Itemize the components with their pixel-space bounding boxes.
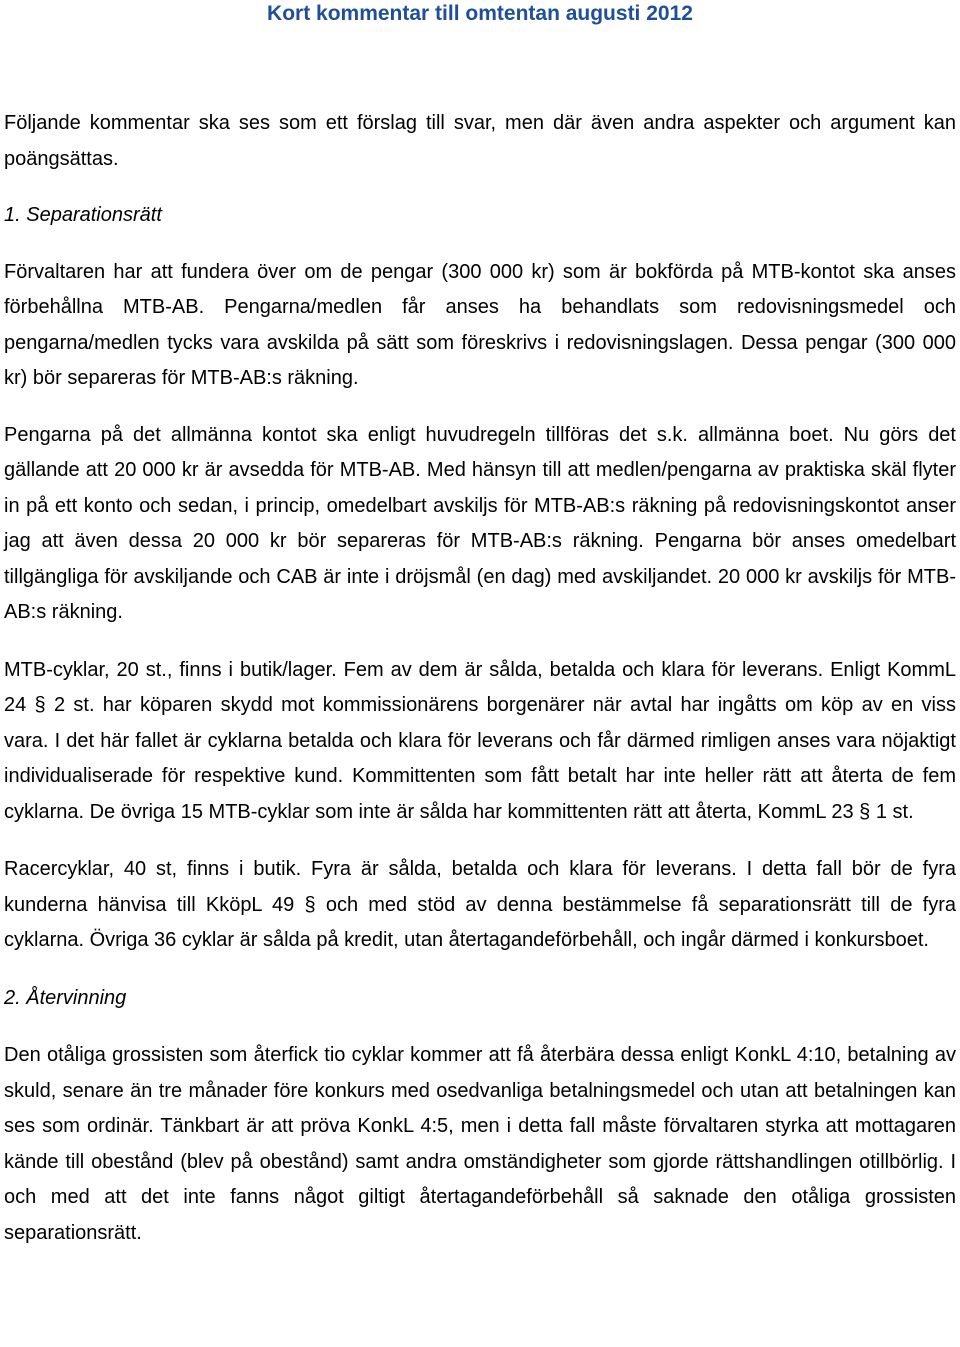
spacer bbox=[4, 30, 956, 106]
paragraph-allmanna-kontot: Pengarna på det allmänna kontot ska enligt huvudregeln tillföras det s.k. allmänna boet. Nu görs det gällande att 20 000 kr är avsedda för MTB-AB. Med hänsyn till att medlen/pengarna av praktiska skäl flyter in på ett konto och sedan, i princip, omedelbart avskiljs för MTB-AB:s räkning på redovisningskontot anser jag att även dessa 20 000 kr bör separeras för MTB-AB:s räkning. Pengarna bör anses omedelbart tillgängliga för avskiljande och CAB är inte i dröjsmål (en dag) med avskiljandet. 20 000 kr avskiljs för MTB-AB:s räkning. bbox=[4, 423, 956, 623]
intro-paragraph: Följande kommentar ska ses som ett förslag till svar, men där även andra aspekter och argument kan poängsättas. bbox=[4, 112, 956, 170]
document-page bbox=[4, 0, 956, 1251]
spacer bbox=[4, 177, 956, 198]
spacer bbox=[4, 830, 956, 852]
spacer bbox=[4, 234, 956, 255]
paragraph-otalig-grossist: Den otåliga grossisten som återfick tio cyklar kommer att få återbära dessa enligt KonkL 4:10, betalning av skuld, senare än tre månader före konkurs med osedvanliga betalningsmedel och utan att betalningen kan ses som ordinär. Tänkbart är att pröva KonkL 4:5, men i detta fall måste förvaltaren styrka att mottagaren kände till obestånd (blev på obestånd) samt andra omständigheter som gjorde rättshandlingen otillbörlig. I och med att det inte fanns något giltigt återtagandeförbehåll så saknade den otåliga grossisten separationsrätt. bbox=[4, 1044, 956, 1244]
section-heading-separationsratt: 1. Separationsrätt bbox=[4, 204, 162, 226]
section-heading-atervinning: 2. Återvinning bbox=[4, 986, 127, 1009]
paragraph-mtb-kontot: Förvaltaren har att fundera över om de pengar (300 000 kr) som är bokförda på MTB-kontot ska anses förbehållna MTB-AB. Pengarna/medlen får anses ha behandlats som redovisningsmedel och pengarna/medlen tycks vara avskilda på sätt som föreskrivs i redovisningslagen. Dessa pengar (300 000 kr) bör separeras för MTB-AB:s räkning. bbox=[4, 260, 956, 389]
spacer bbox=[4, 1016, 956, 1038]
paragraph-mtb-cyklar: MTB-cyklar, 20 st., finns i butik/lager. Fem av dem är sålda, betalda och klara för leverans. Enligt KommL 24 § 2 st. har köparen skydd mot kommissionärens borgenärer när avtal har ingåtts om köp av en viss vara. I det här fallet är cyklarna betalda och klara för leverans och får därmed rimligen anses vara nöjaktigt individualiserade för respektive kund. Kommittenten som fått betalt har inte heller rätt att återta de fem cyklarna. De övriga 15 MTB-cyklar som inte är sålda har kommittenten rätt att återta, KommL 23 § 1 st. bbox=[4, 658, 956, 823]
spacer bbox=[4, 959, 956, 981]
document-title: Kort kommentar till omtentan augusti 2012 bbox=[267, 2, 693, 25]
paragraph-racercyklar: Racercyklar, 40 st, finns i butik. Fyra är sålda, betalda och klara för leverans. I detta fall bör de fyra kunderna hänvisa till KköpL 49 § och med stöd av denna bestämmelse få separationsrätt till de fyra cyklarna. Övriga 36 cyklar är sålda på kredit, utan återtagandeförbehåll, och ingår därmed i konkursboet. bbox=[4, 858, 956, 951]
spacer bbox=[4, 631, 956, 653]
spacer bbox=[4, 397, 956, 418]
